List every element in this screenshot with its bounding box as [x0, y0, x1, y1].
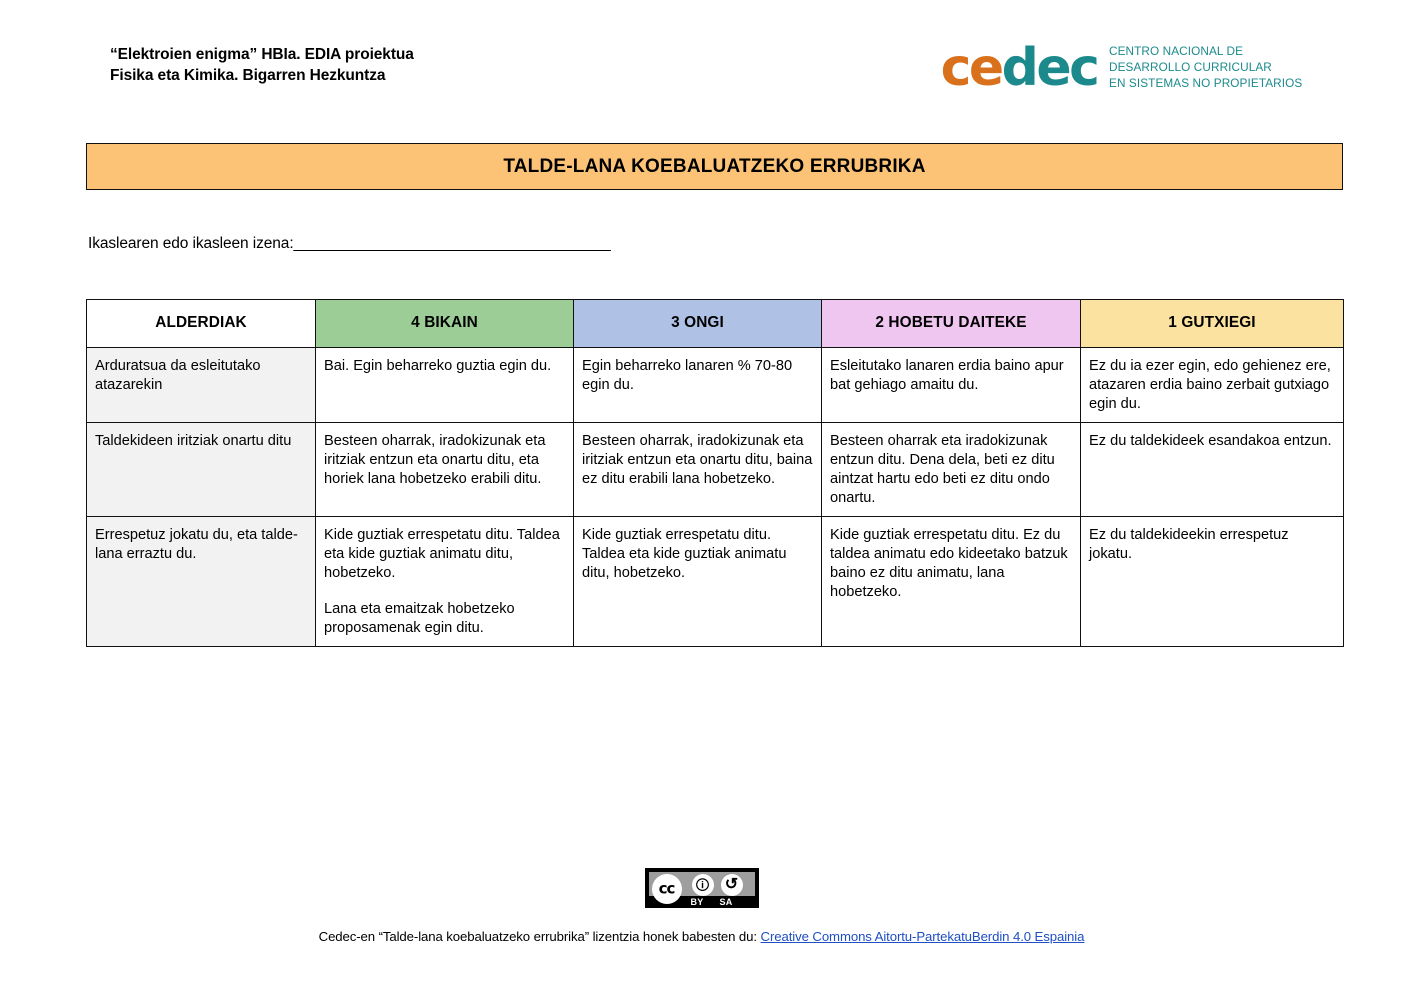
rubric-cell-3-1: Ez du taldekideekin errespetuz jokatu.: [1081, 517, 1344, 647]
rubric-cell-3-3: Kide guztiak errespetatu ditu. Taldea eta kide guztiak animatu ditu, hobetzeko.: [574, 517, 822, 647]
rubric-aspect-1: Arduratsua da esleitutako atazarekin: [87, 348, 316, 423]
header-line-1: “Elektroien enigma” HBIa. EDIA proiektua: [110, 46, 414, 63]
cc-sa-label: SA: [719, 897, 733, 907]
rubric-cell-2-4: Besteen oharrak, iradokizunak eta iritziak entzun eta onartu ditu, eta horiek lana hobetzeko erabili ditu.: [316, 423, 574, 517]
rubric-cell-2-1: Ez du taldekideek esandakoa entzun.: [1081, 423, 1344, 517]
cedec-logo-subtitle: [1109, 44, 1302, 92]
document-title: TALDE-LANA KOEBALUATZEKO ERRUBRIKA: [503, 155, 926, 177]
rubric-cell-2-2: Besteen oharrak eta iradokizunak entzun ditu. Dena dela, beti ez ditu aintzat hartu edo beti ez ditu ondo onartu.: [822, 423, 1081, 517]
cc-by-label: BY: [690, 897, 704, 907]
rubric-header-level-3: 3 ONGI: [574, 300, 822, 348]
creative-commons-badge-icon: [645, 868, 759, 908]
rubric-cell-3-2: Kide guztiak errespetatu ditu. Ez du taldea animatu edo kideetako batzuk baino ez ditu animatu, lana hobetzeko.: [822, 517, 1081, 647]
rubric-aspect-2: Taldekideen iritziak onartu ditu: [87, 423, 316, 517]
table-row: [87, 423, 1344, 517]
rubric-aspect-3: Errespetuz jokatu du, eta talde-lana erraztu du.: [87, 517, 316, 647]
table-row: [87, 517, 1344, 647]
rubric-cell-3-4-para-2: Lana eta emaitzak hobetzeko proposamenak egin ditu.: [324, 600, 515, 636]
rubric-cell-2-3: Besteen oharrak, iradokizunak eta iritziak entzun eta onartu ditu, baina ez ditu erabili lana hobetzeko.: [574, 423, 822, 517]
cedec-logo: [940, 38, 1313, 98]
logo-subtitle-line-3: EN SISTEMAS NO PROPIETARIOS: [1109, 75, 1303, 90]
rubric-cell-3-4: [316, 517, 574, 647]
rubric-header-row: [87, 300, 1344, 348]
document-header: [110, 38, 1313, 110]
license-link[interactable]: Creative Commons Aitortu-PartekatuBerdin 4.0 Espainia: [760, 929, 1085, 944]
rubric-cell-1-2: Esleitutako lanaren erdia baino apur bat gehiago amaitu du.: [822, 348, 1081, 423]
student-name-line: [88, 235, 610, 253]
rubric-cell-1-4: Bai. Egin beharreko guztia egin du.: [316, 348, 574, 423]
rubric-header-aspects: ALDERDIAK: [87, 300, 316, 348]
student-name-blank[interactable]: _______________________________________: [293, 235, 611, 252]
rubric-header-level-2: 2 HOBETU DAITEKE: [822, 300, 1081, 348]
student-name-label: Ikaslearen edo ikasleen izena:: [88, 235, 294, 252]
document-title-banner: [86, 143, 1343, 190]
rubric-table: [86, 299, 1344, 647]
rubric-cell-3-4-para-1: Kide guztiak errespetatu ditu. Taldea eta kide guztiak animatu ditu, hobetzeko.: [324, 527, 560, 581]
rubric-cell-1-1: Ez du ia ezer egin, edo gehienez ere, atazaren erdia baino zerbait gutxiago egin du.: [1081, 348, 1344, 423]
logo-subtitle-line-2: DESARROLLO CURRICULAR: [1109, 60, 1273, 75]
rubric-cell-1-3: Egin beharreko lanaren % 70-80 egin du.: [574, 348, 822, 423]
cedec-logo-wordmark: [940, 38, 1098, 98]
cc-logo-icon: [652, 874, 682, 904]
logo-text-ce: ce: [940, 38, 1002, 98]
rubric-header-level-1: 1 GUTXIEGI: [1081, 300, 1344, 348]
cc-sharealike-icon: [721, 874, 743, 896]
cc-attribution-icon: [692, 874, 714, 896]
header-project-title: [110, 44, 414, 87]
document-footer: [0, 868, 1403, 944]
license-text: [0, 929, 1403, 944]
table-row: [87, 348, 1344, 423]
license-text-prefix: Cedec-en “Talde-lana koebaluatzeko errubrika” lizentzia honek babesten du:: [318, 929, 761, 944]
logo-subtitle-line-1: CENTRO NACIONAL DE: [1109, 44, 1244, 59]
logo-text-dec: dec: [1001, 38, 1098, 98]
header-line-2: Fisika eta Kimika. Bigarren Hezkuntza: [110, 67, 386, 85]
rubric-header-level-4: 4 BIKAIN: [316, 300, 574, 348]
